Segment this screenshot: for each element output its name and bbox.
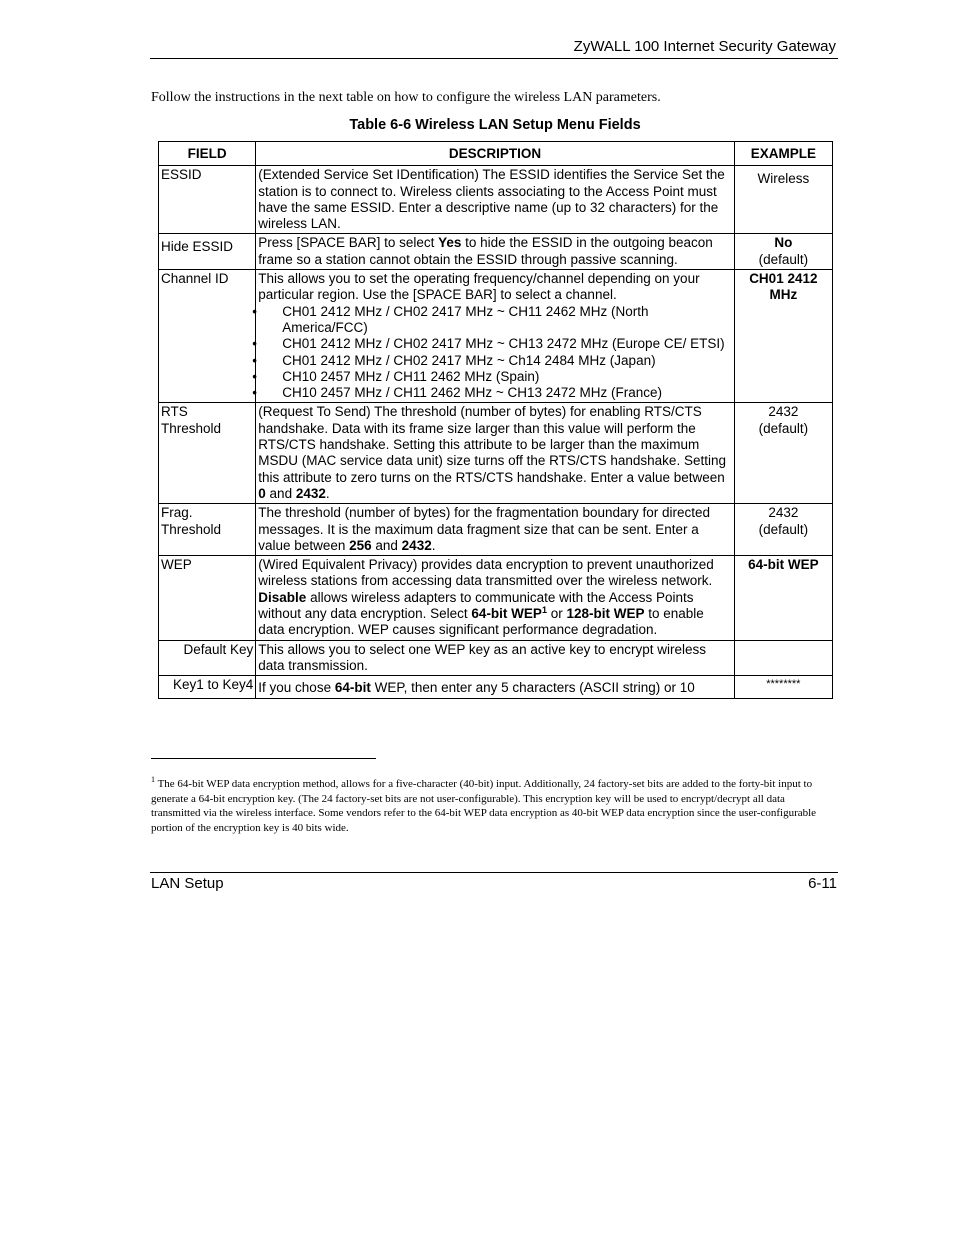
table-row-frag-threshold (159, 504, 833, 556)
field-description: The threshold (number of bytes) for the fragmentation boundary for directed messages. It is the maximum data fragment size that can be sent. Enter a value between 256 and 2432. (256, 504, 734, 556)
field-name: Channel ID (159, 270, 256, 403)
list-item: • CH01 2412 MHz / CH02 2417 MHz ~ CH11 2462 MHz (North America/FCC) (258, 304, 731, 337)
list-item: • CH01 2412 MHz / CH02 2417 MHz ~ Ch14 2484 MHz (Japan) (258, 353, 731, 369)
field-name: Frag. Threshold (159, 504, 256, 556)
field-description: This allows you to select one WEP key as an active key to encrypt wireless data transmission. (256, 640, 734, 676)
field-example: No (default) (734, 234, 832, 270)
page-number: 6-11 (808, 875, 837, 892)
table-header-row (159, 142, 833, 166)
field-name: Hide ESSID (159, 234, 256, 270)
field-description: (Request To Send) The threshold (number of bytes) for enabling RTS/CTS handshake. Data with its frame size larger than this value will perform the RTS/CTS handshake. Setting this attribute to be larger than the maximum MSDU (MAC service data unit) size turns off the RTS/CTS handshake. Setting this attribute to zero turns on the RTS/CTS handshake. Enter a value between 0 and 2432. (256, 403, 734, 504)
table-row-essid (159, 166, 833, 234)
list-item: • CH10 2457 MHz / CH11 2462 MHz ~ CH13 2472 MHz (France) (258, 385, 731, 401)
field-example: Wireless (734, 166, 832, 234)
footer-rule (150, 872, 838, 873)
footer-section: LAN Setup (151, 875, 224, 892)
footnote-marker: 1 (151, 775, 155, 784)
footnote-text: The 64-bit WEP data encryption method, allows for a five-character (40-bit) input. Additionally, 24 factory-set bits are added to the forty-bit input to generate a 64-bit encryption key. (The 24 factory-set bits are not user-configurable). This encryption key will be used to encrypt/decrypt all data transmitted via the wireless interface. Some vendors refer to the 64-bit WEP data encryption as 40-bit WEP data encryption since the user-configurable portion of the encryption key is 40 bits wide. (151, 778, 817, 834)
field-example: CH01 2412 MHz (734, 270, 832, 403)
field-description: (Wired Equivalent Privacy) provides data encryption to prevent unauthorized wireless stations from accessing data transmitted over the wireless network. Disable allows wireless adapters to communicate with the Access Points without any data encryption. Select 64-bit WEP$^1$ or 128-bit WEP to enable data encryption. WEP causes significant performance degradation. (256, 556, 734, 640)
table-row-default-key (159, 640, 833, 676)
table-row-rts-threshold (159, 403, 833, 504)
intro-paragraph: Follow the instructions in the next table on how to configure the wireless LAN parameters. (151, 90, 661, 105)
list-item: • CH01 2412 MHz / CH02 2417 MHz ~ CH13 2472 MHz (Europe CE/ ETSI) (258, 336, 731, 352)
footnote (151, 773, 831, 835)
table-row-wep (159, 556, 833, 640)
wireless-lan-setup-table (158, 141, 833, 699)
header-rule (150, 58, 838, 59)
field-description: This allows you to set the operating frequency/channel depending on your particular region. Use the [SPACE BAR] to select a channel. • CH01 2412 MHz / CH02 2417 MHz ~ CH11 2462 MHz (North America/FCC) • CH01 2412 MHz / CH02 2417 MHz ~ CH13 2472 MHz (Europe CE/ ETSI) • CH01 2412 MHz / CH02 2417 MHz ~ Ch14 2484 MHz (Japan) • CH10 2457 MHz / CH11 2462 MHz (Spain) • CH10 2457 MHz / CH11 2462 MHz ~ CH13 2472 MHz (France) (256, 270, 734, 403)
table-row-hide-essid (159, 234, 833, 270)
field-example (734, 640, 832, 676)
field-example: ******** (734, 676, 832, 698)
table-row-key1-to-key4 (159, 676, 833, 698)
field-example: 2432 (default) (734, 403, 832, 504)
field-description: If you chose 64-bit WEP, then enter any 5 characters (ASCII string) or 10 (256, 676, 734, 698)
field-name: ESSID (159, 166, 256, 234)
list-item: • CH10 2457 MHz / CH11 2462 MHz (Spain) (258, 369, 731, 385)
column-header-description: DESCRIPTION (256, 142, 734, 166)
table-caption: Table 6-6 Wireless LAN Setup Menu Fields (349, 117, 641, 133)
field-example: 2432 (default) (734, 504, 832, 556)
field-description: (Extended Service Set IDentification) The ESSID identifies the Service Set the station is to connect to. Wireless clients associating to the Access Point must have the same ESSID. Enter a descriptive name (up to 32 characters) for the wireless LAN. (256, 166, 734, 234)
field-example: 64-bit WEP (734, 556, 832, 640)
field-name: Default Key (159, 640, 256, 676)
column-header-example: EXAMPLE (734, 142, 832, 166)
field-name: RTS Threshold (159, 403, 256, 504)
footnote-reference: 1 (541, 605, 547, 616)
table-row-channel-id (159, 270, 833, 403)
field-name: Key1 to Key4 (159, 676, 256, 698)
field-description: Press [SPACE BAR] to select Yes to hide the ESSID in the outgoing beacon frame so a station cannot obtain the ESSID through passive scanning. (256, 234, 734, 270)
footnote-separator (151, 758, 376, 759)
field-name: WEP (159, 556, 256, 640)
channel-list (258, 304, 731, 402)
column-header-field: FIELD (159, 142, 256, 166)
running-header: ZyWALL 100 Internet Security Gateway (573, 38, 836, 55)
